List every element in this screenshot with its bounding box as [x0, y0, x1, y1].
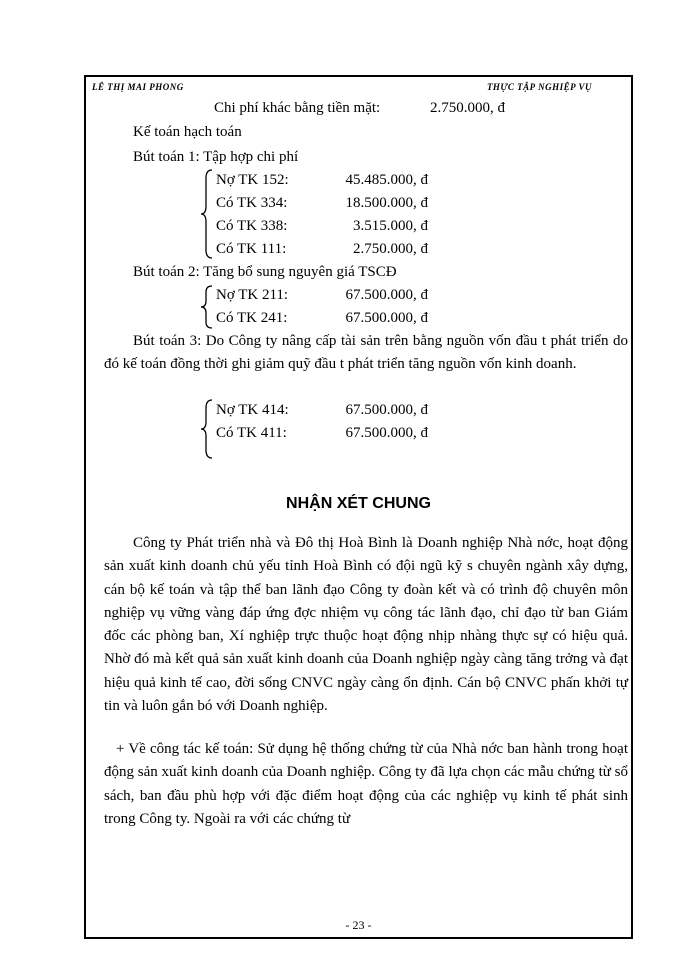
entry1-account-4: Có TK 111: — [216, 241, 287, 257]
other-cost-amount: 2.750.000, đ — [430, 100, 505, 116]
entry3-account-2: Có TK 411: — [216, 425, 287, 441]
paragraph-general-remarks: Công ty Phát triển nhà và Đô thị Hoà Bình là Doanh nghiệp Nhà nớc, hoạt động sản xuất kinh doanh chủ yếu tỉnh Hoà Bình có đội ngũ kỹ s chuyên ngành xây dựng, cán bộ kế toán và tập thể ban lãnh đạo Công ty đoàn kết và có trình độ chuyên môn nghiệp vụ vững vàng đáp ứng đợc nhiệm vụ công tác lãnh đạo, chỉ đạo từ ban Giám đốc các phòng ban, Xí nghiệp trực thuộc hoạt động nhịp nhàng thực sự có hiệu quả. Nhờ đó mà kết quả sản xuất kinh doanh của Doanh nghiệp ngày càng tăng trởng và đạt hiệu quả kinh tế cao, đời sống CNVC ngày càng ổn định. Cán bộ CNVC phấn khởi tự tin và luôn gắn bó với Doanh nghiệp. — [104, 535, 628, 715]
entry1-amount-4: 2.750.000, đ — [353, 241, 428, 257]
entry1-title: Bút toán 1: Tập hợp chi phí — [133, 149, 299, 165]
entry3-brace — [200, 398, 214, 460]
entry2-brace — [200, 284, 214, 330]
entry1-account-2: Có TK 334: — [216, 195, 288, 211]
entry2-title: Bút toán 2: Tăng bổ sung nguyên giá TSCĐ — [133, 264, 397, 280]
entry1-account-1: Nợ TK 152: — [216, 172, 289, 188]
section-title: NHẬN XÉT CHUNG — [286, 495, 431, 512]
other-cost-label: Chi phí khác bằng tiền mặt: — [214, 100, 381, 116]
entry2-account-2: Có TK 241: — [216, 310, 288, 326]
entry3-account-1: Nợ TK 414: — [216, 402, 289, 418]
running-header — [92, 80, 622, 94]
entry2-amount-2: 67.500.000, đ — [345, 310, 428, 326]
header-course: THỰC TẬP NGHIỆP VỤ — [486, 82, 592, 92]
entry3-text: Bút toán 3: Do Công ty nâng cấp tài sản trên bằng nguồn vốn đầu t phát triển do đó kế toán đồng thời ghi giảm quỹ đầu t phát triển tăng nguồn vốn kinh doanh. — [104, 333, 628, 373]
entry2-amount-1: 67.500.000, đ — [345, 287, 428, 303]
entry1-amount-2: 18.500.000, đ — [345, 195, 428, 211]
entry1-account-3: Có TK 338: — [216, 218, 288, 234]
entry3-amount-2: 67.500.000, đ — [345, 425, 428, 441]
entry1-amount-3: 3.515.000, đ — [353, 218, 428, 234]
header-author: LÊ THỊ MAI PHONG — [92, 82, 184, 92]
paragraph-accounting-work: + Về công tác kế toán: Sử dụng hệ thống chứng từ của Nhà nớc ban hành trong hoạt động sản xuất kinh doanh của Doanh nghiệp. Công ty đã lựa chọn các mẫu chứng từ sổ sách, ban đầu phù hợp với đặc điểm hoạt động của các nghiệp vụ kinh tế phát sinh trong Công ty. Ngoài ra với các chứng từ — [104, 741, 628, 827]
entry2-account-1: Nợ TK 211: — [216, 287, 289, 303]
entry3-amount-1: 67.500.000, đ — [345, 402, 428, 418]
accounting-label: Kế toán hạch toán — [133, 124, 242, 140]
page-number: - 23 - — [345, 918, 372, 932]
entry1-brace — [200, 168, 214, 260]
entry1-amount-1: 45.485.000, đ — [345, 172, 428, 188]
